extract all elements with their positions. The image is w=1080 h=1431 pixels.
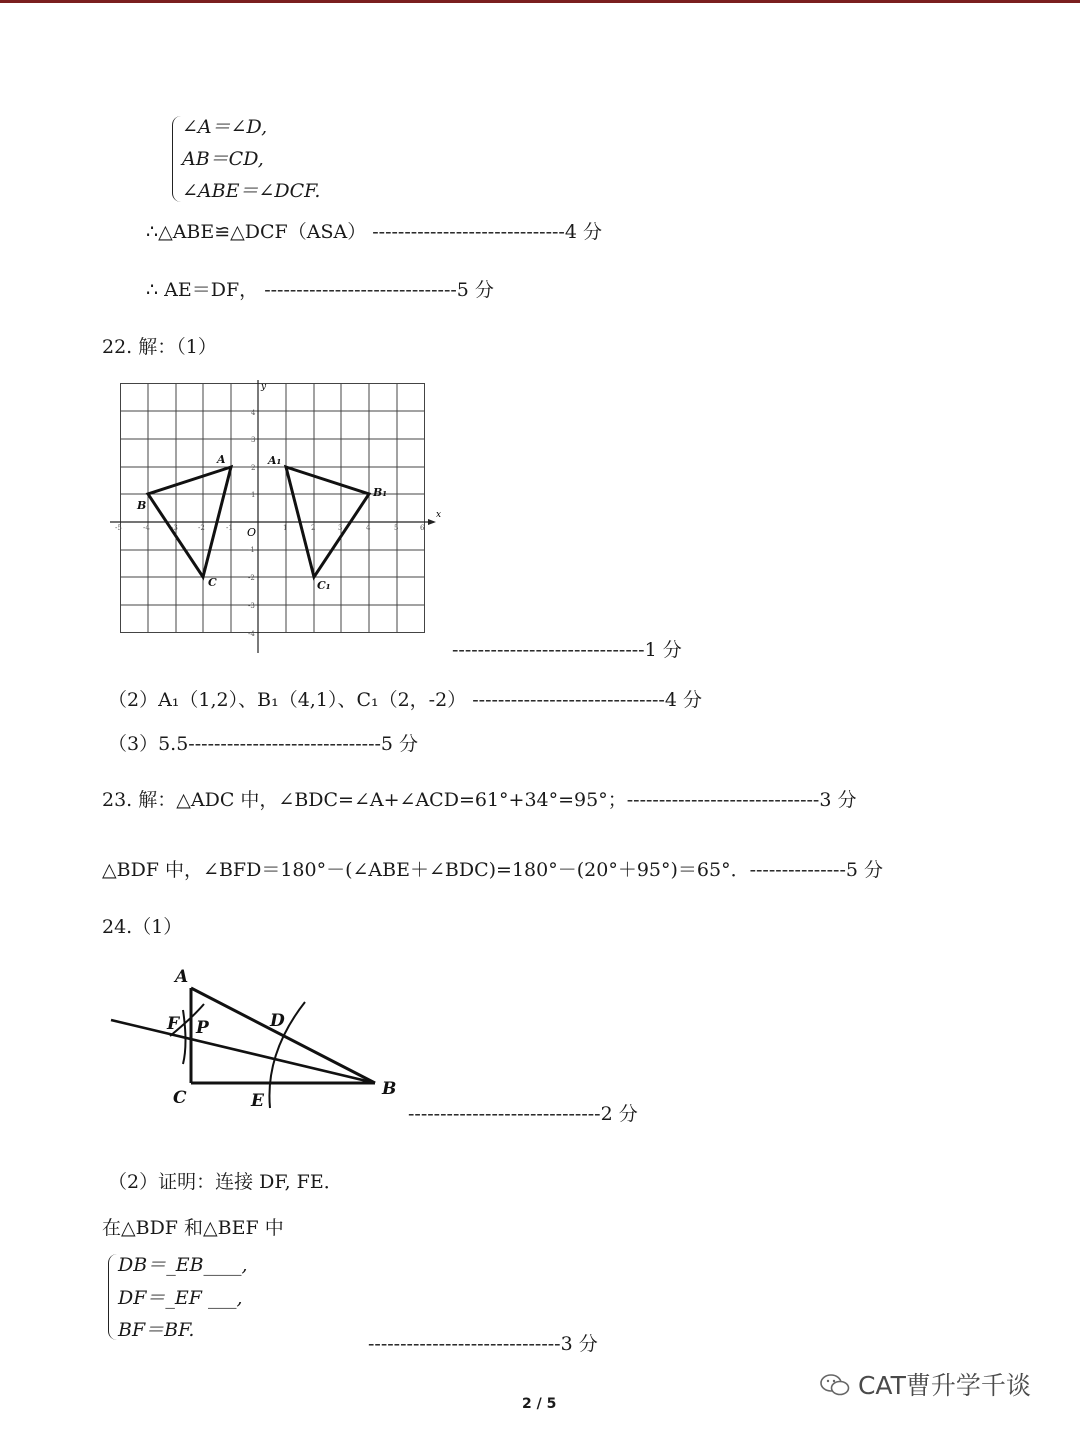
y-tick-label: 1 [251, 491, 256, 499]
y-axis-label: y [261, 382, 267, 392]
vertex-label-b1: B₁ [373, 486, 388, 499]
grid-border [121, 384, 425, 633]
x-axis-label: x [436, 510, 442, 520]
score-marker: ------------------------------1 分 [452, 639, 682, 661]
point-label-b: B [382, 1079, 397, 1099]
system-line-2: DF＝_EF ___, [118, 1287, 243, 1309]
x-tick-label: 3 [338, 524, 343, 532]
question-22-part-2 [108, 688, 702, 712]
vertex-label-c: C [208, 576, 217, 589]
question-24-in-triangles: 在△BDF 和△BEF 中 [102, 1217, 284, 1239]
watermark [820, 1366, 1031, 1402]
x-tick-label: -1 [226, 524, 233, 532]
conclusion-equal-sides-text: ∴ AE＝DF， [146, 279, 259, 301]
y-tick-label: -2 [248, 574, 255, 582]
page-number: 2 / 5 [522, 1396, 557, 1412]
question-22-heading: 22. 解：（1） [102, 336, 217, 358]
coordinates-answer: （2）A₁（1,2）、B₁（4,1）、C₁（2，-2） [108, 689, 467, 711]
x-tick-label: 6 [420, 524, 425, 532]
score-marker: ---------------5 分 [749, 859, 884, 881]
system-line-2: AB＝CD, [182, 148, 264, 170]
point-label-d: D [270, 1011, 285, 1031]
score-marker: ------------------------------4 分 [372, 221, 602, 243]
point-label-c: C [173, 1088, 187, 1108]
question-24-heading: 24.（1） [102, 916, 183, 938]
question-23-equation-2: △BDF 中，∠BFD＝180°－(∠ABE＋∠BDC)=180°－(20°＋95°)＝65°． [102, 859, 750, 881]
construction-figure [100, 958, 420, 1118]
score-marker: ------------------------------3 分 [626, 789, 857, 811]
score-marker: ------------------------------3 分 [368, 1333, 598, 1355]
score-marker: ------------------------------2 分 [408, 1103, 638, 1125]
angle-bisector-line [111, 1020, 375, 1083]
wechat-icon [820, 1373, 850, 1397]
score-marker: ------------------------------5 分 [264, 279, 494, 301]
x-tick-label: -5 [115, 524, 122, 532]
x-tick-label: -4 [143, 524, 150, 532]
y-tick-label: -3 [248, 602, 255, 610]
coordinate-grid-figure [108, 378, 448, 658]
question-22-part-3: （3）5.5------------------------------5 分 [108, 733, 419, 755]
point-label-p: P [196, 1018, 209, 1038]
y-tick-label: 2 [251, 464, 256, 472]
x-tick-label: 2 [311, 524, 316, 532]
top-border-line [0, 0, 1080, 3]
watermark-text: CAT曹升学千谈 [857, 1371, 1031, 1400]
system-line-3: ∠ABE＝∠DCF. [182, 180, 321, 202]
system-line-3: BF＝BF. [118, 1319, 195, 1341]
vertex-label-a1: A₁ [268, 454, 282, 467]
y-tick-label: -1 [248, 546, 255, 554]
question-23-equation-1: 23. 解：△ADC 中，∠BDC=∠A+∠ACD=61°+34°=95°； [102, 789, 627, 811]
y-tick-label: 4 [251, 409, 256, 417]
x-tick-label: -2 [198, 524, 205, 532]
vertex-label-c1: C₁ [317, 579, 331, 592]
system-line-1: DB＝_EB____, [118, 1254, 248, 1276]
question-23-line-2 [102, 858, 883, 882]
conclusion-equal-sides [146, 278, 494, 302]
system-line-1: ∠A＝∠D, [182, 116, 268, 138]
question-23-line-1 [102, 788, 856, 812]
x-tick-label: 1 [283, 524, 288, 532]
system-brace [172, 116, 181, 202]
x-tick-label: 4 [366, 524, 371, 532]
x-tick-label: -3 [171, 524, 178, 532]
y-tick-label: -4 [248, 630, 255, 638]
origin-label: O [247, 526, 257, 539]
point-label-a: A [175, 967, 189, 987]
conclusion-congruent-text: ∴△ABE≌△DCF（ASA） [146, 221, 367, 243]
point-label-f: F [167, 1014, 180, 1034]
question-24-part-2: （2）证明：连接 DF, FE． [108, 1171, 343, 1193]
conclusion-congruent [146, 220, 602, 244]
x-axis-arrow [428, 519, 436, 525]
point-label-e: E [251, 1091, 264, 1111]
score-marker: ------------------------------4 分 [472, 689, 702, 711]
x-tick-label: 5 [394, 524, 399, 532]
vertex-label-b: B [137, 499, 147, 512]
y-tick-label: 3 [251, 436, 256, 444]
vertex-label-a: A [217, 453, 226, 466]
system-brace [108, 1254, 117, 1340]
